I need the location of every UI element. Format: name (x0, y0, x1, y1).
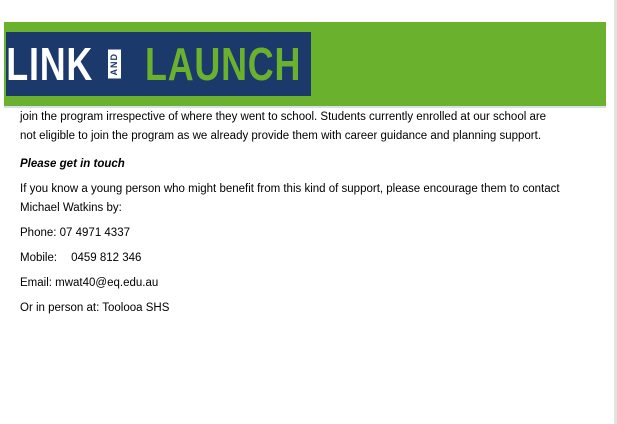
contact-line-1: If you know a young person who might benefit from this kind of support, please encourage them to contact (20, 183, 560, 195)
header-banner (4, 22, 606, 106)
intro-line-2: not eligible to join the program as we already provide them with career guidance and planning support. (20, 130, 542, 142)
intro-line-1: join the program irrespective of where they went to school. Students currently enrolled at our school are (20, 111, 547, 123)
mobile-label: Mobile: (20, 252, 58, 264)
document-body (20, 108, 600, 318)
section-heading: Please get in touch (20, 158, 125, 170)
logo-link-text: LINK (6, 38, 94, 90)
phone-line: Phone: 07 4971 4337 (20, 227, 130, 239)
logo-launch-text: LAUNCH (144, 38, 301, 90)
mobile-line (20, 249, 600, 268)
link-and-launch-logo (6, 32, 311, 96)
mobile-number: 0459 812 346 (71, 252, 142, 264)
contact-line-2: Michael Watkins by: (20, 202, 122, 214)
email-line: Email: mwat40@eq.edu.au (20, 277, 159, 289)
logo-and-text: AND (108, 50, 121, 79)
in-person-line: Or in person at: Toolooa SHS (20, 302, 170, 314)
